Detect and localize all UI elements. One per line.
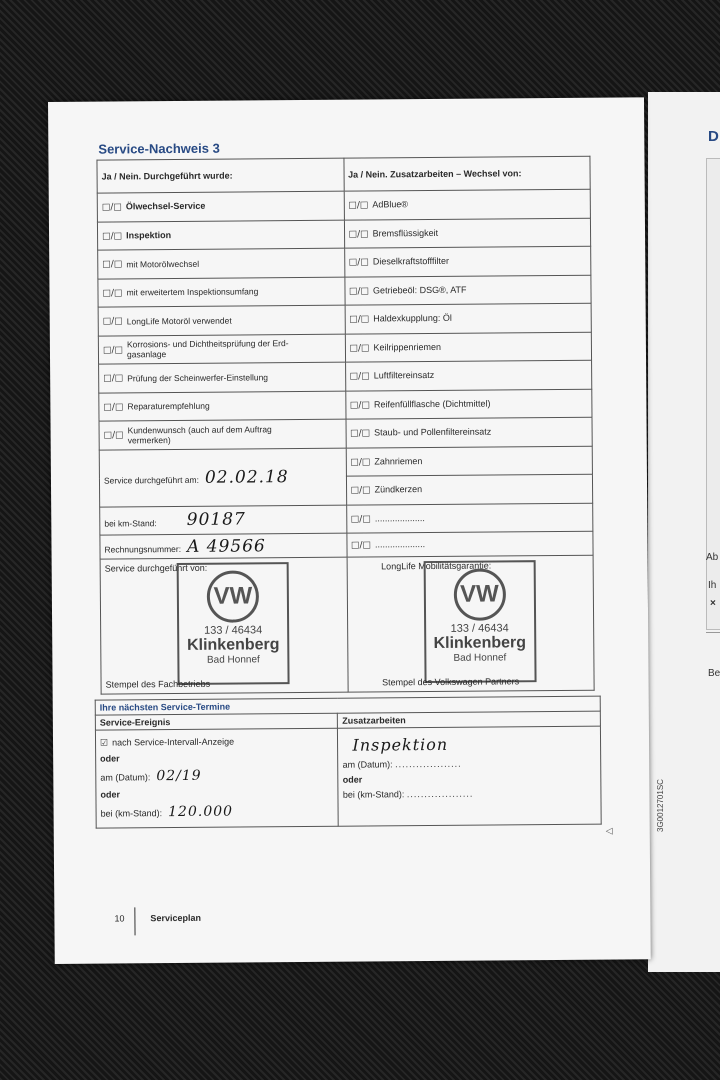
right-item-belt: □/□ Keilrippenriemen <box>345 332 592 362</box>
extra-date-field[interactable]: am (Datum): ................... <box>342 758 462 770</box>
vw-stamp-caption: Stempel des Volkswagen Partners <box>382 676 520 688</box>
next-service-header: Ihre nächsten Service-Termine <box>95 696 600 715</box>
checkbox-icon[interactable]: □/□ <box>348 229 369 240</box>
next-page-edge <box>648 92 720 972</box>
right-item-air-filter: □/□ Luftfiltereinsatz <box>345 360 592 390</box>
page-number: 10 <box>114 913 125 924</box>
next-extra-work-cell: Inspektion am (Datum): ................... oder bei (km-Stand): ................... <box>338 726 601 826</box>
left-item-oil-service: □/□ Ölwechsel-Service <box>97 191 344 221</box>
checkbox-icon[interactable]: □/□ <box>103 430 124 441</box>
right-item-pollen-filter: □/□ Staub- und Pollenfiltereinsatz <box>346 417 593 447</box>
right-item-blank-1: □/□ .................... <box>346 503 593 533</box>
footer-section: Serviceplan <box>150 912 201 924</box>
checkbox-icon[interactable]: □/□ <box>350 457 371 468</box>
right-item-gear-oil: □/□ Getriebeöl: DSG®, ATF <box>344 275 591 305</box>
left-item-extended-inspection: □/□ mit erweitertem Inspektionsumfang <box>98 277 345 307</box>
checkbox-icon[interactable]: □/□ <box>349 400 370 411</box>
km-value: 90187 <box>186 509 246 531</box>
invoice-value: A 49566 <box>186 535 266 557</box>
checkbox-icon[interactable]: □/□ <box>102 231 123 242</box>
vw-logo-icon: VW <box>207 570 259 622</box>
checkbox-icon[interactable]: □/□ <box>350 428 371 439</box>
extra-km-field[interactable]: bei (km-Stand): ................... <box>342 788 474 800</box>
next-page-ab: Ab <box>706 552 719 563</box>
dealer-stamp-caption: Stempel des Fachbetriebs <box>105 678 211 690</box>
left-item-longlife-oil: □/□ LongLife Motoröl verwendet <box>98 305 345 335</box>
service-record-table <box>96 156 594 695</box>
dealer-stamp: VW 133 / 46434 Klinkenberg Bad Honnef <box>177 562 290 685</box>
checkbox-icon[interactable]: □/□ <box>349 343 370 354</box>
checkbox-icon[interactable]: □/□ <box>350 540 372 551</box>
right-item-diesel-filter: □/□ Dieselkraftstofffilter <box>344 246 591 276</box>
right-item-blank-2: □/□ .................... <box>346 531 593 557</box>
right-item-spark-plugs: □/□ Zündkerzen <box>346 474 593 504</box>
checkbox-icon[interactable]: □/□ <box>102 259 123 270</box>
next-page-ih: Ih <box>708 580 717 591</box>
checkbox-icon[interactable]: □/□ <box>348 257 369 268</box>
checkbox-icon[interactable]: □/□ <box>103 373 124 384</box>
footer-divider <box>134 907 135 935</box>
right-item-adblue: □/□ AdBlue® <box>344 189 591 219</box>
next-km-field[interactable]: bei (km-Stand): 120.000 <box>100 803 234 821</box>
checkbox-icon[interactable]: □/□ <box>348 200 369 211</box>
checkbox-icon[interactable]: □/□ <box>350 514 371 525</box>
right-header: Ja / Nein. Zusatzarbeiten – Wechsel von: <box>343 156 590 191</box>
next-service-event-cell: ☑ nach Service-Intervall-Anzeige oder am (Datum): 02/19 oder bei (km-Stand): 120.000 <box>95 728 338 828</box>
next-date-field[interactable]: am (Datum): 02/19 <box>100 767 202 785</box>
extra-work-value[interactable]: Inspektion <box>352 734 449 755</box>
service-date-value: 02.02.18 <box>204 466 289 488</box>
checkbox-icon[interactable]: □/□ <box>102 288 123 299</box>
checkbox-icon[interactable]: □/□ <box>101 202 122 213</box>
left-item-repair: □/□ Reparaturempfehlung <box>99 391 346 421</box>
right-item-brake-fluid: □/□ Bremsflüssigkeit <box>344 218 591 248</box>
col-service-event: Service-Ereignis <box>95 713 338 730</box>
vw-partner-stamp: VW 133 / 46434 Klinkenberg Bad Honnef <box>423 560 536 683</box>
col-extra-work: Zusatzarbeiten <box>338 711 601 728</box>
invoice-field[interactable]: Rechnungsnummer: A 49566 <box>100 533 347 559</box>
next-service-table <box>95 696 602 829</box>
continue-triangle-icon: ◁ <box>605 825 613 836</box>
left-item-inspection: □/□ Inspektion <box>97 220 344 250</box>
checkbox-icon: ☑ <box>100 738 109 749</box>
service-by-label: Service durchgeführt von: <box>104 562 208 574</box>
service-booklet-page <box>48 97 651 964</box>
vw-logo-icon: VW <box>453 568 505 620</box>
next-page-be: Be <box>708 668 720 679</box>
checkbox-icon[interactable]: □/□ <box>349 314 370 325</box>
next-page-title: D <box>708 128 719 145</box>
page-title: Service-Nachweis 3 <box>98 140 220 157</box>
checkbox-icon[interactable]: □/□ <box>102 316 123 327</box>
longlife-label: LongLife Mobilitätsgarantie: <box>381 560 492 572</box>
left-item-customer-request: □/□Kundenwunsch (auch auf dem Auftrag vermerken) <box>99 419 346 449</box>
left-item-headlight: □/□ Prüfung der Scheinwerfer-Einstellung <box>99 362 346 392</box>
service-date-field[interactable]: Service durchgeführt am: 02.02.18 <box>99 448 346 507</box>
checkbox-icon[interactable]: □/□ <box>349 371 370 382</box>
checkbox-icon[interactable]: □/□ <box>350 485 371 496</box>
right-item-tire-sealant: □/□ Reifenfüllflasche (Dichtmittel) <box>345 389 592 419</box>
next-page-table <box>706 632 720 863</box>
right-item-haldex: □/□ Haldexkupplung: Öl <box>345 303 592 333</box>
left-item-gas-check: □/□Korrosions- und Dichtheitsprüfung der Erd-gasanlage <box>98 334 345 364</box>
checkbox-icon[interactable]: □/□ <box>103 402 124 413</box>
left-header: Ja / Nein. Durchgeführt wurde: <box>97 158 344 193</box>
vw-stamp-cell <box>347 555 595 692</box>
checkbox-icon[interactable]: □/□ <box>348 286 370 297</box>
interval-option[interactable]: ☑ nach Service-Intervall-Anzeige <box>100 736 235 749</box>
left-item-oil-change: □/□ mit Motorölwechsel <box>98 248 345 278</box>
checkbox-icon[interactable]: □/□ <box>102 345 124 356</box>
km-field[interactable]: bei km-Stand: 90187 <box>100 505 347 535</box>
dealer-stamp-cell <box>100 557 348 694</box>
next-page-code: 3G0012701SC <box>656 779 665 832</box>
next-page-x: × <box>710 598 716 609</box>
right-item-timing-belt: □/□ Zahnriemen <box>346 446 593 476</box>
